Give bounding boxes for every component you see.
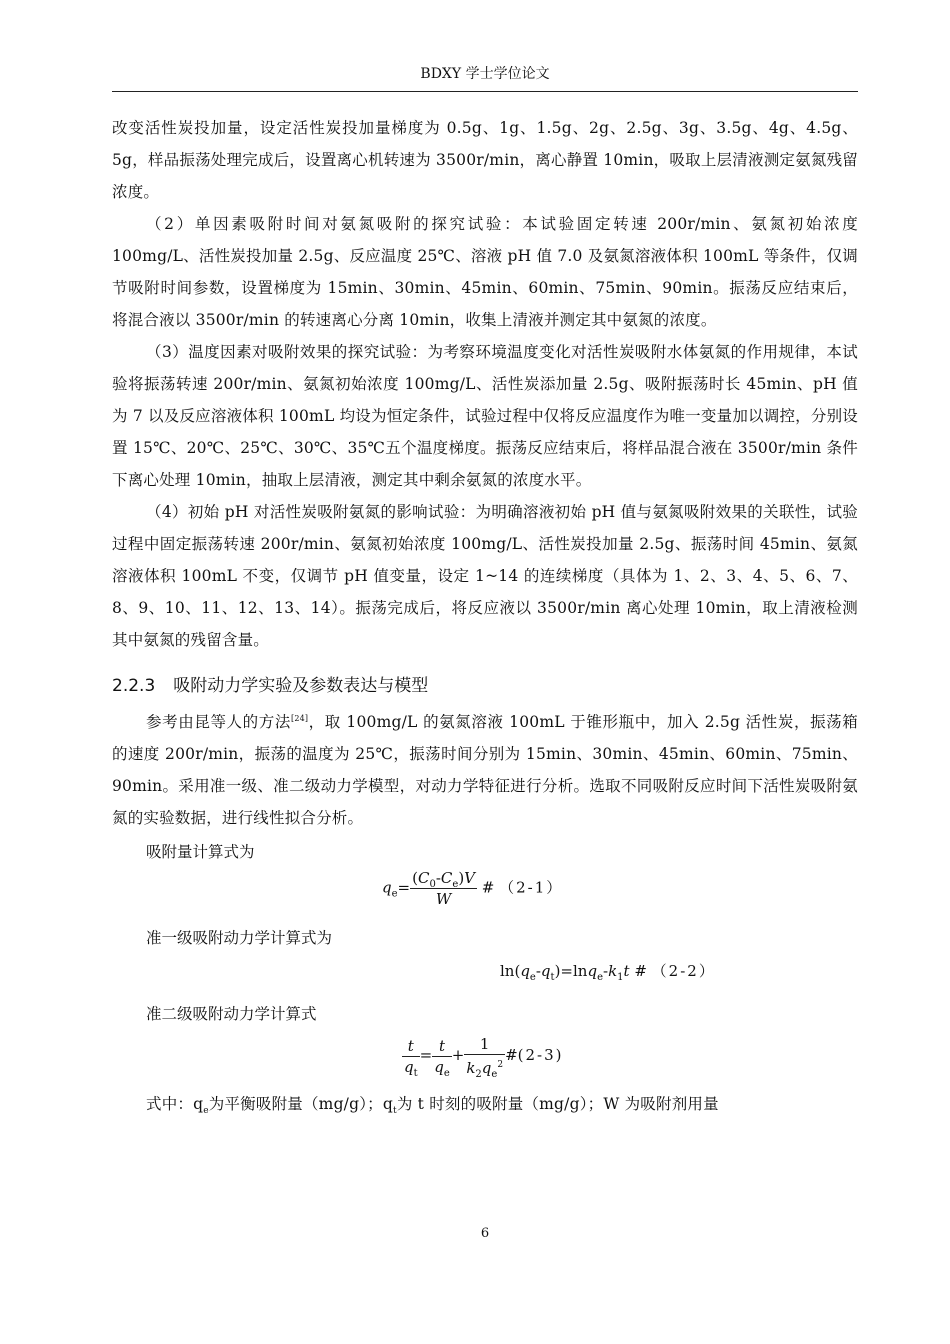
section-number: 2.2.3 xyxy=(112,676,156,696)
definitions-text-3: 为 t 时刻的吸附量（mg/g）；W 为吸附剂用量 xyxy=(396,1095,719,1113)
equation-1-label: 吸附量计算式为 xyxy=(146,843,255,861)
page-body xyxy=(112,112,858,1120)
equation-3: $\frac{t}{q_t}$ = $\frac{t}{q_e}$ + $\frac{1}{k_2q_e^2}$ #(2-3) xyxy=(404,1035,564,1080)
section-heading xyxy=(112,670,858,702)
equation-1-number: （2-1） xyxy=(499,878,564,897)
paragraph-1: 改变活性炭投加量，设定活性炭投加量梯度为 0.5g、1g、1.5g、2g、2.5g、3g、3.5g、4g、4.5g、5g，样品振荡处理完成后，设置离心机转速为 3500r/min，离心静置 10min，吸取上层清液测定氨氮残留浓度。 xyxy=(112,119,858,201)
paragraph-3: （3）温度因素对吸附效果的探究试验：为考察环境温度变化对活性炭吸附水体氨氮的作用规律，本试验将振荡转速 200r/min、氨氮初始浓度 100mg/L、活性炭添加量 2.5g、吸附振荡时长 45min、pH 值为 7 以及反应溶液体积 100mL 均设为恒定条件，试验过程中仅将反应温度作为唯一变量加以调控，分别设置 15℃、20℃、25℃、30℃、35℃五个温度梯度。振荡反应结束后，将样品混合液在 3500r/min 条件下离心处理 10min，抽取上层清液，测定其中剩余氨氮的浓度水平。 xyxy=(112,343,858,489)
paragraph-5 xyxy=(112,706,858,834)
equation-3-label: 准二级吸附动力学计算式 xyxy=(146,1005,317,1023)
header-divider xyxy=(112,91,858,92)
paragraph-5-text-a: 参考由昆等人的方法 xyxy=(146,713,292,731)
equation-1: $q_e=$ $\frac{(C_0-C_e)V}{W}$ # （2-1） xyxy=(382,869,564,908)
section-title: 吸附动力学实验及参数表达与模型 xyxy=(173,676,429,696)
paragraph-5-text-b: ，取 100mg/L 的氨氮溶液 100mL 于锥形瓶中，加入 2.5g 活性炭，振荡箱的速度 200r/min，振荡的温度为 25℃，振荡时间分别为 15min、30min、45min、60min、75min、90min。采用准一级、准二级动力学模型，对动力学特征进行分析。选取不同吸附反应时间下活性炭吸附氨氮的实验数据，进行线性拟合分析。 xyxy=(112,713,858,827)
equation-2: $\ln(q_e-q_t)=\ln q_e-k_1t$ # （2-2） xyxy=(500,962,716,983)
definitions-sub-2: t xyxy=(393,1106,397,1117)
definitions-text-1: 式中：q xyxy=(146,1095,204,1113)
running-header: BDXY 学士学位论文 xyxy=(420,66,550,82)
paragraph-2: （2）单因素吸附时间对氨氮吸附的探究试验：本试验固定转速 200r/min、氨氮初始浓度 100mg/L、活性炭投加量 2.5g、反应温度 25℃、溶液 pH 值 7.0 及氨氮溶液体积 100mL 等条件，仅调节吸附时间参数，设置梯度为 15min、30min、45min、60min、75min、90min。振荡反应结束后，将混合液以 3500r/min 的转速离心分离 10min，收集上清液并测定其中氨氮的浓度。 xyxy=(112,215,858,329)
equation-2-label: 准一级吸附动力学计算式为 xyxy=(146,929,333,947)
definitions-text-2: 为平衡吸附量（mg/g）；q xyxy=(208,1095,394,1113)
equation-3-number: (2-3) xyxy=(517,1046,564,1064)
citation-ref: [24] xyxy=(291,713,309,723)
definitions-sub-1: e xyxy=(203,1106,209,1117)
equation-2-number: （2-2） xyxy=(651,962,716,980)
variable-definitions xyxy=(112,1088,858,1120)
page-number: 6 xyxy=(480,1226,490,1241)
paragraph-4: （4）初始 pH 对活性炭吸附氨氮的影响试验：为明确溶液初始 pH 值与氨氮吸附效果的关联性，试验过程中固定振荡转速 200r/min、氨氮初始浓度 100mg/L、活性炭投加量 2.5g、振荡时间 45min、氨氮溶液体积 100mL 不变，仅调节 pH 值变量，设定 1~14 的连续梯度（具体为 1、2、3、4、5、6、7、8、9、10、11、12、13、14）。振荡完成后，将反应液以 3500r/min 离心处理 10min，取上清液检测其中氨氮的残留含量。 xyxy=(112,503,858,649)
